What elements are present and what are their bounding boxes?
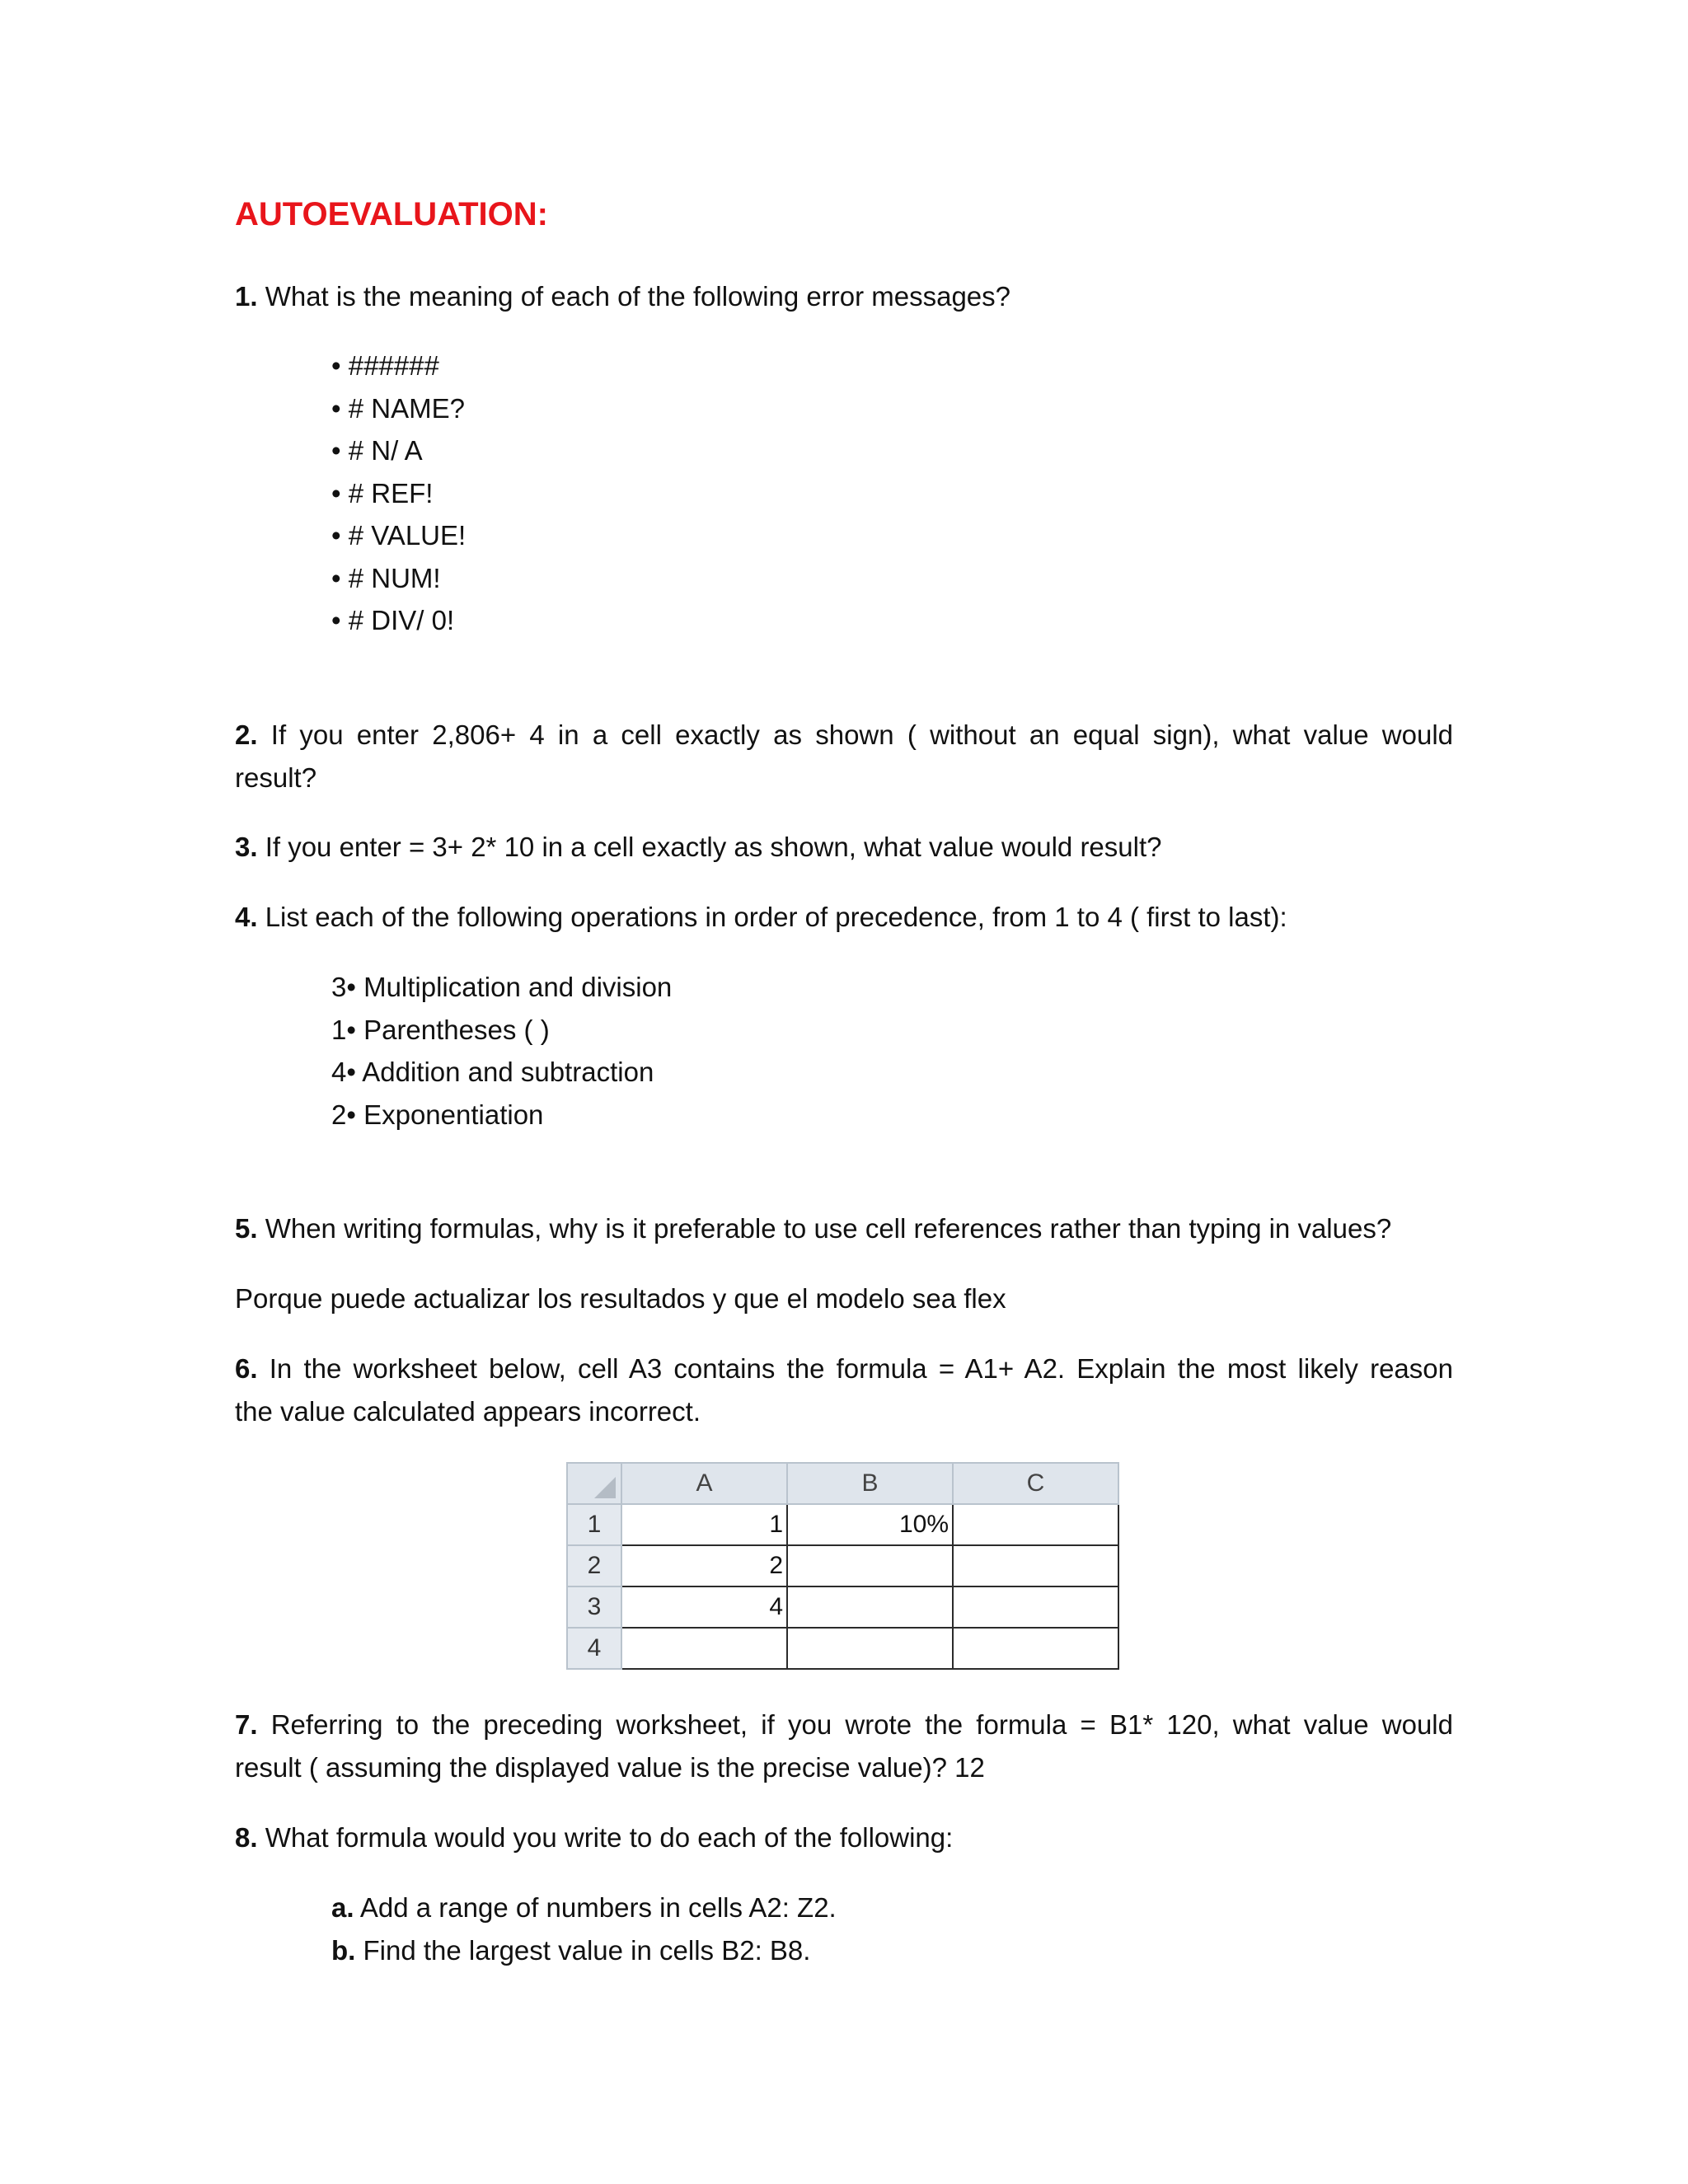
question-number: 2. (235, 719, 258, 750)
list-item: 3• Multiplication and division (331, 972, 673, 1002)
sub-question-letter: a. (331, 1892, 354, 1923)
row-header: 3 (567, 1586, 621, 1628)
page-title: AUTOEVALUATION: (235, 196, 548, 232)
cell-a1: 1 (621, 1504, 787, 1545)
list-item: • ###### (331, 350, 439, 381)
table-row (567, 1628, 1118, 1669)
question-text: What formula would you write to do each of the following: (265, 1822, 954, 1853)
question-8 (235, 1816, 953, 1859)
question-7 (235, 1704, 1453, 1746)
question-text: What is the meaning of each of the following error messages? (265, 281, 1011, 312)
cell-b2 (787, 1545, 953, 1586)
question-4 (235, 896, 1287, 939)
table-row (567, 1504, 1118, 1545)
list-item: • # N/ A (331, 435, 423, 466)
question-text: If you enter 2,806+ 4 in a cell exactly as shown ( without an equal sign), what value would (270, 719, 1454, 750)
question-number: 6. (235, 1353, 258, 1384)
column-header: B (787, 1463, 953, 1504)
cell-c4 (953, 1628, 1118, 1669)
list-item: 1• Parentheses ( ) (331, 1014, 550, 1045)
question-text: In the worksheet below, cell A3 contains the formula = A1+ A2. Explain the most likely reason (269, 1353, 1453, 1384)
error-message-list (331, 344, 466, 642)
question-text: If you enter = 3+ 2* 10 in a cell exactly as shown, what value would result? (265, 832, 1162, 862)
cell-c1 (953, 1504, 1118, 1545)
cell-c2 (953, 1545, 1118, 1586)
cell-a4 (621, 1628, 787, 1669)
question-2-continued: result? (235, 762, 317, 793)
question-number: 1. (235, 281, 258, 312)
answer-5: Porque puede actualizar los resultados y que el modelo sea flex (235, 1283, 1006, 1314)
question-7-continued: result ( assuming the displayed value is the precise value)? 12 (235, 1752, 985, 1783)
list-item: • # DIV/ 0! (331, 605, 455, 635)
question-6 (235, 1347, 1453, 1390)
column-header: C (953, 1463, 1118, 1504)
question-1 (235, 275, 1010, 318)
question-6-continued: the value calculated appears incorrect. (235, 1396, 701, 1427)
question-2 (235, 714, 1453, 757)
question-number: 5. (235, 1213, 258, 1244)
sub-question-text: Add a range of numbers in cells A2: Z2. (359, 1892, 837, 1923)
list-item: • # VALUE! (331, 520, 467, 551)
corner-triangle-icon (594, 1477, 616, 1498)
question-5 (235, 1207, 1391, 1250)
row-header: 2 (567, 1545, 621, 1586)
list-item: • # NUM! (331, 562, 441, 593)
question-text: Referring to the preceding worksheet, if you wrote the formula = B1* 120, what value would (270, 1709, 1453, 1740)
cell-a3: 4 (621, 1586, 787, 1628)
question-text: List each of the following operations in order of precedence, from 1 to 4 ( first to last): (265, 902, 1287, 932)
row-header: 1 (567, 1504, 621, 1545)
table-row (567, 1545, 1118, 1586)
question-number: 4. (235, 902, 258, 932)
cell-b3 (787, 1586, 953, 1628)
precedence-list (331, 966, 672, 1136)
list-item: • # NAME? (331, 392, 465, 424)
sub-question-a (331, 1886, 837, 1929)
sub-question-b (331, 1929, 810, 1972)
question-number: 7. (235, 1709, 258, 1740)
question-number: 8. (235, 1822, 258, 1853)
column-header: A (621, 1463, 787, 1504)
select-all-corner (567, 1463, 621, 1504)
column-header-row (567, 1463, 1118, 1504)
list-item: 2• Exponentiation (331, 1099, 544, 1130)
sub-question-text: Find the largest value in cells B2: B8. (363, 1935, 811, 1966)
cell-b4 (787, 1628, 953, 1669)
sub-question-letter: b. (331, 1935, 356, 1966)
cell-a2: 2 (621, 1545, 787, 1586)
cell-c3 (953, 1586, 1118, 1628)
cell-b1: 10% (787, 1504, 953, 1545)
table-row (567, 1586, 1118, 1628)
list-item: • # REF! (331, 477, 434, 509)
list-item: 4• Addition and subtraction (331, 1057, 654, 1087)
worksheet-image (566, 1462, 1119, 1670)
question-number: 3. (235, 832, 258, 862)
question-3 (235, 826, 1162, 869)
question-text: When writing formulas, why is it preferable to use cell references rather than typing in values? (265, 1213, 1392, 1244)
row-header: 4 (567, 1628, 621, 1669)
